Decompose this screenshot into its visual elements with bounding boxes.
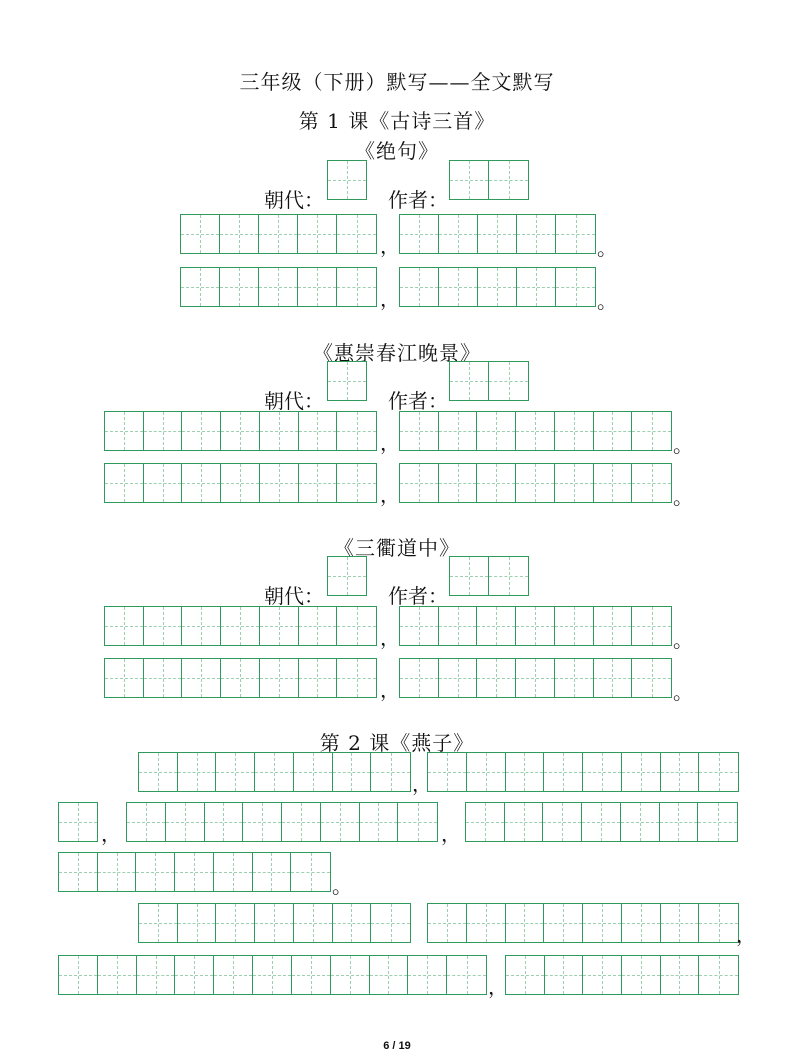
poem-1-dynasty-grid[interactable]	[327, 160, 367, 200]
passage-grid[interactable]	[427, 752, 739, 792]
grid-cell[interactable]	[221, 464, 260, 502]
grid-cell[interactable]	[621, 803, 660, 841]
grid-cell[interactable]	[260, 412, 299, 450]
grid-cell[interactable]	[428, 753, 467, 791]
comma-mark: ，	[380, 483, 400, 507]
grid-cell[interactable]	[333, 753, 372, 791]
poem-3-line-1b-grid[interactable]	[399, 606, 672, 646]
passage-grid[interactable]	[58, 955, 487, 995]
grid-cell[interactable]	[583, 753, 622, 791]
grid-cell[interactable]	[144, 659, 183, 697]
grid-cell[interactable]	[328, 557, 366, 595]
grid-cell[interactable]	[178, 904, 217, 942]
grid-cell[interactable]	[260, 607, 299, 645]
grid-cell[interactable]	[622, 904, 661, 942]
page-title: 三年级（下册）默写——全文默写	[239, 70, 555, 94]
grid-cell[interactable]	[292, 956, 331, 994]
grid-cell[interactable]	[221, 607, 260, 645]
grid-cell[interactable]	[337, 268, 376, 306]
grid-cell[interactable]	[556, 268, 595, 306]
lesson-2-title: 第 2 课《燕子》	[319, 731, 475, 755]
poem-1-author-label: 作者：	[388, 188, 448, 212]
poem-2-line-2b-grid[interactable]	[399, 463, 672, 503]
grid-cell[interactable]	[400, 464, 439, 502]
grid-cell[interactable]	[506, 956, 545, 994]
grid-cell[interactable]	[699, 904, 738, 942]
passage-grid[interactable]	[505, 955, 739, 995]
grid-cell[interactable]	[505, 803, 544, 841]
grid-cell[interactable]	[477, 464, 516, 502]
passage-grid[interactable]	[138, 752, 411, 792]
grid-cell[interactable]	[328, 161, 366, 199]
grid-cell[interactable]	[243, 803, 282, 841]
grid-cell[interactable]	[144, 412, 183, 450]
grid-cell[interactable]	[255, 904, 294, 942]
passage-grid[interactable]	[126, 802, 438, 842]
grid-cell[interactable]	[661, 956, 700, 994]
grid-cell[interactable]	[216, 753, 255, 791]
grid-cell[interactable]	[622, 956, 661, 994]
poem-1-title: 《绝句》	[355, 139, 439, 163]
grid-cell[interactable]	[321, 803, 360, 841]
poem-2-line-1b-grid[interactable]	[399, 411, 672, 451]
grid-cell[interactable]	[291, 853, 330, 891]
grid-cell[interactable]	[259, 215, 298, 253]
grid-cell[interactable]	[105, 412, 144, 450]
poem-2-line-2a-grid[interactable]	[104, 463, 377, 503]
poem-3-line-2b-grid[interactable]	[399, 658, 672, 698]
grid-cell[interactable]	[555, 464, 594, 502]
grid-cell[interactable]	[220, 268, 259, 306]
comma-mark: ，	[412, 772, 432, 796]
poem-2-line-1a-grid[interactable]	[104, 411, 377, 451]
grid-cell[interactable]	[139, 904, 178, 942]
grid-cell[interactable]	[439, 412, 478, 450]
grid-cell[interactable]	[544, 904, 583, 942]
grid-cell[interactable]	[182, 607, 221, 645]
grid-cell[interactable]	[594, 464, 633, 502]
comma-mark: ，	[380, 678, 400, 702]
period-mark: 。	[673, 628, 693, 652]
grid-cell[interactable]	[477, 607, 516, 645]
grid-cell[interactable]	[506, 753, 545, 791]
passage-grid[interactable]	[465, 802, 738, 842]
poem-1-line-2a-grid[interactable]	[180, 267, 377, 307]
grid-cell[interactable]	[489, 161, 528, 199]
grid-cell[interactable]	[299, 412, 338, 450]
poem-3-dynasty-grid[interactable]	[327, 556, 367, 596]
grid-cell[interactable]	[699, 753, 738, 791]
period-mark: 。	[673, 433, 693, 457]
poem-2-dynasty-grid[interactable]	[327, 361, 367, 401]
grid-cell[interactable]	[632, 659, 671, 697]
period-mark: 。	[597, 236, 617, 260]
poem-1-line-1a-grid[interactable]	[180, 214, 377, 254]
grid-cell[interactable]	[216, 904, 255, 942]
comma-mark: ，	[488, 975, 508, 999]
grid-cell[interactable]	[221, 659, 260, 697]
grid-cell[interactable]	[299, 607, 338, 645]
grid-cell[interactable]	[555, 659, 594, 697]
grid-cell[interactable]	[545, 956, 584, 994]
grid-cell[interactable]	[337, 464, 376, 502]
poem-1-line-1b-grid[interactable]	[399, 214, 596, 254]
poem-1-dynasty-label: 朝代：	[264, 188, 324, 212]
comma-mark: ，	[380, 431, 400, 455]
grid-cell[interactable]	[439, 607, 478, 645]
poem-3-title: 《三衢道中》	[334, 536, 460, 560]
period-mark: 。	[673, 485, 693, 509]
grid-cell[interactable]	[400, 607, 439, 645]
comma-mark: ，	[380, 234, 400, 258]
period-mark: 。	[673, 680, 693, 704]
grid-cell[interactable]	[632, 412, 671, 450]
poem-3-author-grid[interactable]	[449, 556, 529, 596]
comma-mark: ，	[380, 626, 400, 650]
grid-cell[interactable]	[282, 803, 321, 841]
grid-cell[interactable]	[182, 659, 221, 697]
grid-cell[interactable]	[467, 904, 506, 942]
grid-cell[interactable]	[260, 464, 299, 502]
grid-cell[interactable]	[214, 956, 253, 994]
grid-cell[interactable]	[516, 607, 555, 645]
grid-cell[interactable]	[594, 607, 633, 645]
grid-cell[interactable]	[255, 753, 294, 791]
grid-cell[interactable]	[371, 753, 410, 791]
grid-cell[interactable]	[439, 268, 478, 306]
grid-cell[interactable]	[182, 412, 221, 450]
grid-cell[interactable]	[139, 753, 178, 791]
grid-cell[interactable]	[555, 607, 594, 645]
grid-cell[interactable]	[205, 803, 244, 841]
comma-mark: ，	[441, 822, 461, 846]
grid-cell[interactable]	[594, 659, 633, 697]
grid-cell[interactable]	[516, 659, 555, 697]
grid-cell[interactable]	[556, 215, 595, 253]
grid-cell[interactable]	[175, 853, 214, 891]
lesson-1-title: 第 1 课《古诗三首》	[298, 109, 496, 133]
grid-cell[interactable]	[506, 904, 545, 942]
grid-cell[interactable]	[105, 607, 144, 645]
grid-cell[interactable]	[166, 803, 205, 841]
grid-cell[interactable]	[661, 904, 700, 942]
grid-cell[interactable]	[253, 853, 292, 891]
grid-cell[interactable]	[98, 853, 137, 891]
comma-mark: ，	[380, 287, 400, 311]
grid-cell[interactable]	[294, 904, 333, 942]
grid-cell[interactable]	[298, 215, 337, 253]
grid-cell[interactable]	[447, 956, 486, 994]
poem-2-dynasty-label: 朝代：	[264, 389, 324, 413]
grid-cell[interactable]	[360, 803, 399, 841]
grid-cell[interactable]	[333, 904, 372, 942]
grid-cell[interactable]	[632, 464, 671, 502]
grid-cell[interactable]	[632, 607, 671, 645]
grid-cell[interactable]	[477, 412, 516, 450]
grid-cell[interactable]	[105, 464, 144, 502]
poem-3-line-1a-grid[interactable]	[104, 606, 377, 646]
grid-cell[interactable]	[477, 659, 516, 697]
grid-cell[interactable]	[137, 956, 176, 994]
period-mark: 。	[332, 874, 352, 898]
grid-cell[interactable]	[439, 659, 478, 697]
grid-cell[interactable]	[59, 853, 98, 891]
grid-cell[interactable]	[516, 412, 555, 450]
grid-cell[interactable]	[59, 803, 97, 841]
poem-1-line-2b-grid[interactable]	[399, 267, 596, 307]
grid-cell[interactable]	[337, 659, 376, 697]
grid-cell[interactable]	[181, 268, 220, 306]
grid-cell[interactable]	[439, 464, 478, 502]
grid-cell[interactable]	[337, 412, 376, 450]
grid-cell[interactable]	[400, 412, 439, 450]
grid-cell[interactable]	[181, 215, 220, 253]
passage-grid[interactable]	[138, 903, 411, 943]
grid-cell[interactable]	[400, 268, 439, 306]
grid-cell[interactable]	[622, 753, 661, 791]
grid-cell[interactable]	[698, 803, 737, 841]
grid-cell[interactable]	[182, 464, 221, 502]
grid-cell[interactable]	[371, 904, 410, 942]
grid-cell[interactable]	[294, 753, 333, 791]
grid-cell[interactable]	[516, 464, 555, 502]
comma-mark: ，	[101, 822, 121, 846]
grid-cell[interactable]	[253, 956, 292, 994]
poem-1-author-grid[interactable]	[449, 160, 529, 200]
grid-cell[interactable]	[259, 268, 298, 306]
grid-cell[interactable]	[260, 659, 299, 697]
grid-cell[interactable]	[582, 803, 621, 841]
poem-2-title: 《惠崇春江晚景》	[313, 341, 481, 365]
grid-cell[interactable]	[467, 753, 506, 791]
grid-cell[interactable]	[450, 161, 489, 199]
grid-cell[interactable]	[299, 659, 338, 697]
grid-cell[interactable]	[105, 659, 144, 697]
grid-cell[interactable]	[220, 215, 259, 253]
grid-cell[interactable]	[144, 607, 183, 645]
grid-cell[interactable]	[555, 412, 594, 450]
grid-cell[interactable]	[328, 362, 366, 400]
grid-cell[interactable]	[408, 956, 447, 994]
poem-3-dynasty-label: 朝代：	[264, 584, 324, 608]
grid-cell[interactable]	[127, 803, 166, 841]
grid-cell[interactable]	[337, 215, 376, 253]
grid-cell[interactable]	[439, 215, 478, 253]
poem-3-line-2a-grid[interactable]	[104, 658, 377, 698]
grid-cell[interactable]	[175, 956, 214, 994]
poem-2-author-grid[interactable]	[449, 361, 529, 401]
grid-cell[interactable]	[214, 853, 253, 891]
grid-cell[interactable]	[400, 215, 439, 253]
grid-cell[interactable]	[450, 557, 489, 595]
grid-cell[interactable]	[400, 659, 439, 697]
grid-cell[interactable]	[478, 268, 517, 306]
grid-cell[interactable]	[59, 956, 98, 994]
grid-cell[interactable]	[136, 853, 175, 891]
grid-cell[interactable]	[299, 464, 338, 502]
grid-cell[interactable]	[594, 412, 633, 450]
passage-grid[interactable]	[58, 852, 331, 892]
grid-cell[interactable]	[543, 803, 582, 841]
grid-cell[interactable]	[517, 268, 556, 306]
grid-cell[interactable]	[98, 956, 137, 994]
grid-cell[interactable]	[370, 956, 409, 994]
grid-cell[interactable]	[583, 904, 622, 942]
grid-cell[interactable]	[478, 215, 517, 253]
period-mark: 。	[597, 289, 617, 313]
grid-cell[interactable]	[661, 753, 700, 791]
grid-cell[interactable]	[544, 753, 583, 791]
grid-cell[interactable]	[466, 803, 505, 841]
grid-cell[interactable]	[178, 753, 217, 791]
comma-mark: ，	[736, 923, 756, 947]
grid-cell[interactable]	[450, 362, 489, 400]
passage-grid[interactable]	[427, 903, 739, 943]
grid-cell[interactable]	[337, 607, 376, 645]
grid-cell[interactable]	[517, 215, 556, 253]
grid-cell[interactable]	[489, 362, 528, 400]
grid-cell[interactable]	[428, 904, 467, 942]
grid-cell[interactable]	[398, 803, 437, 841]
grid-cell[interactable]	[699, 956, 738, 994]
grid-cell[interactable]	[583, 956, 622, 994]
passage-grid[interactable]	[58, 802, 98, 842]
poem-3-author-label: 作者：	[388, 584, 448, 608]
poem-2-author-label: 作者：	[388, 389, 448, 413]
grid-cell[interactable]	[221, 412, 260, 450]
grid-cell[interactable]	[298, 268, 337, 306]
grid-cell[interactable]	[489, 557, 528, 595]
grid-cell[interactable]	[660, 803, 699, 841]
grid-cell[interactable]	[331, 956, 370, 994]
grid-cell[interactable]	[144, 464, 183, 502]
page-number: 6 / 19	[383, 1040, 411, 1052]
